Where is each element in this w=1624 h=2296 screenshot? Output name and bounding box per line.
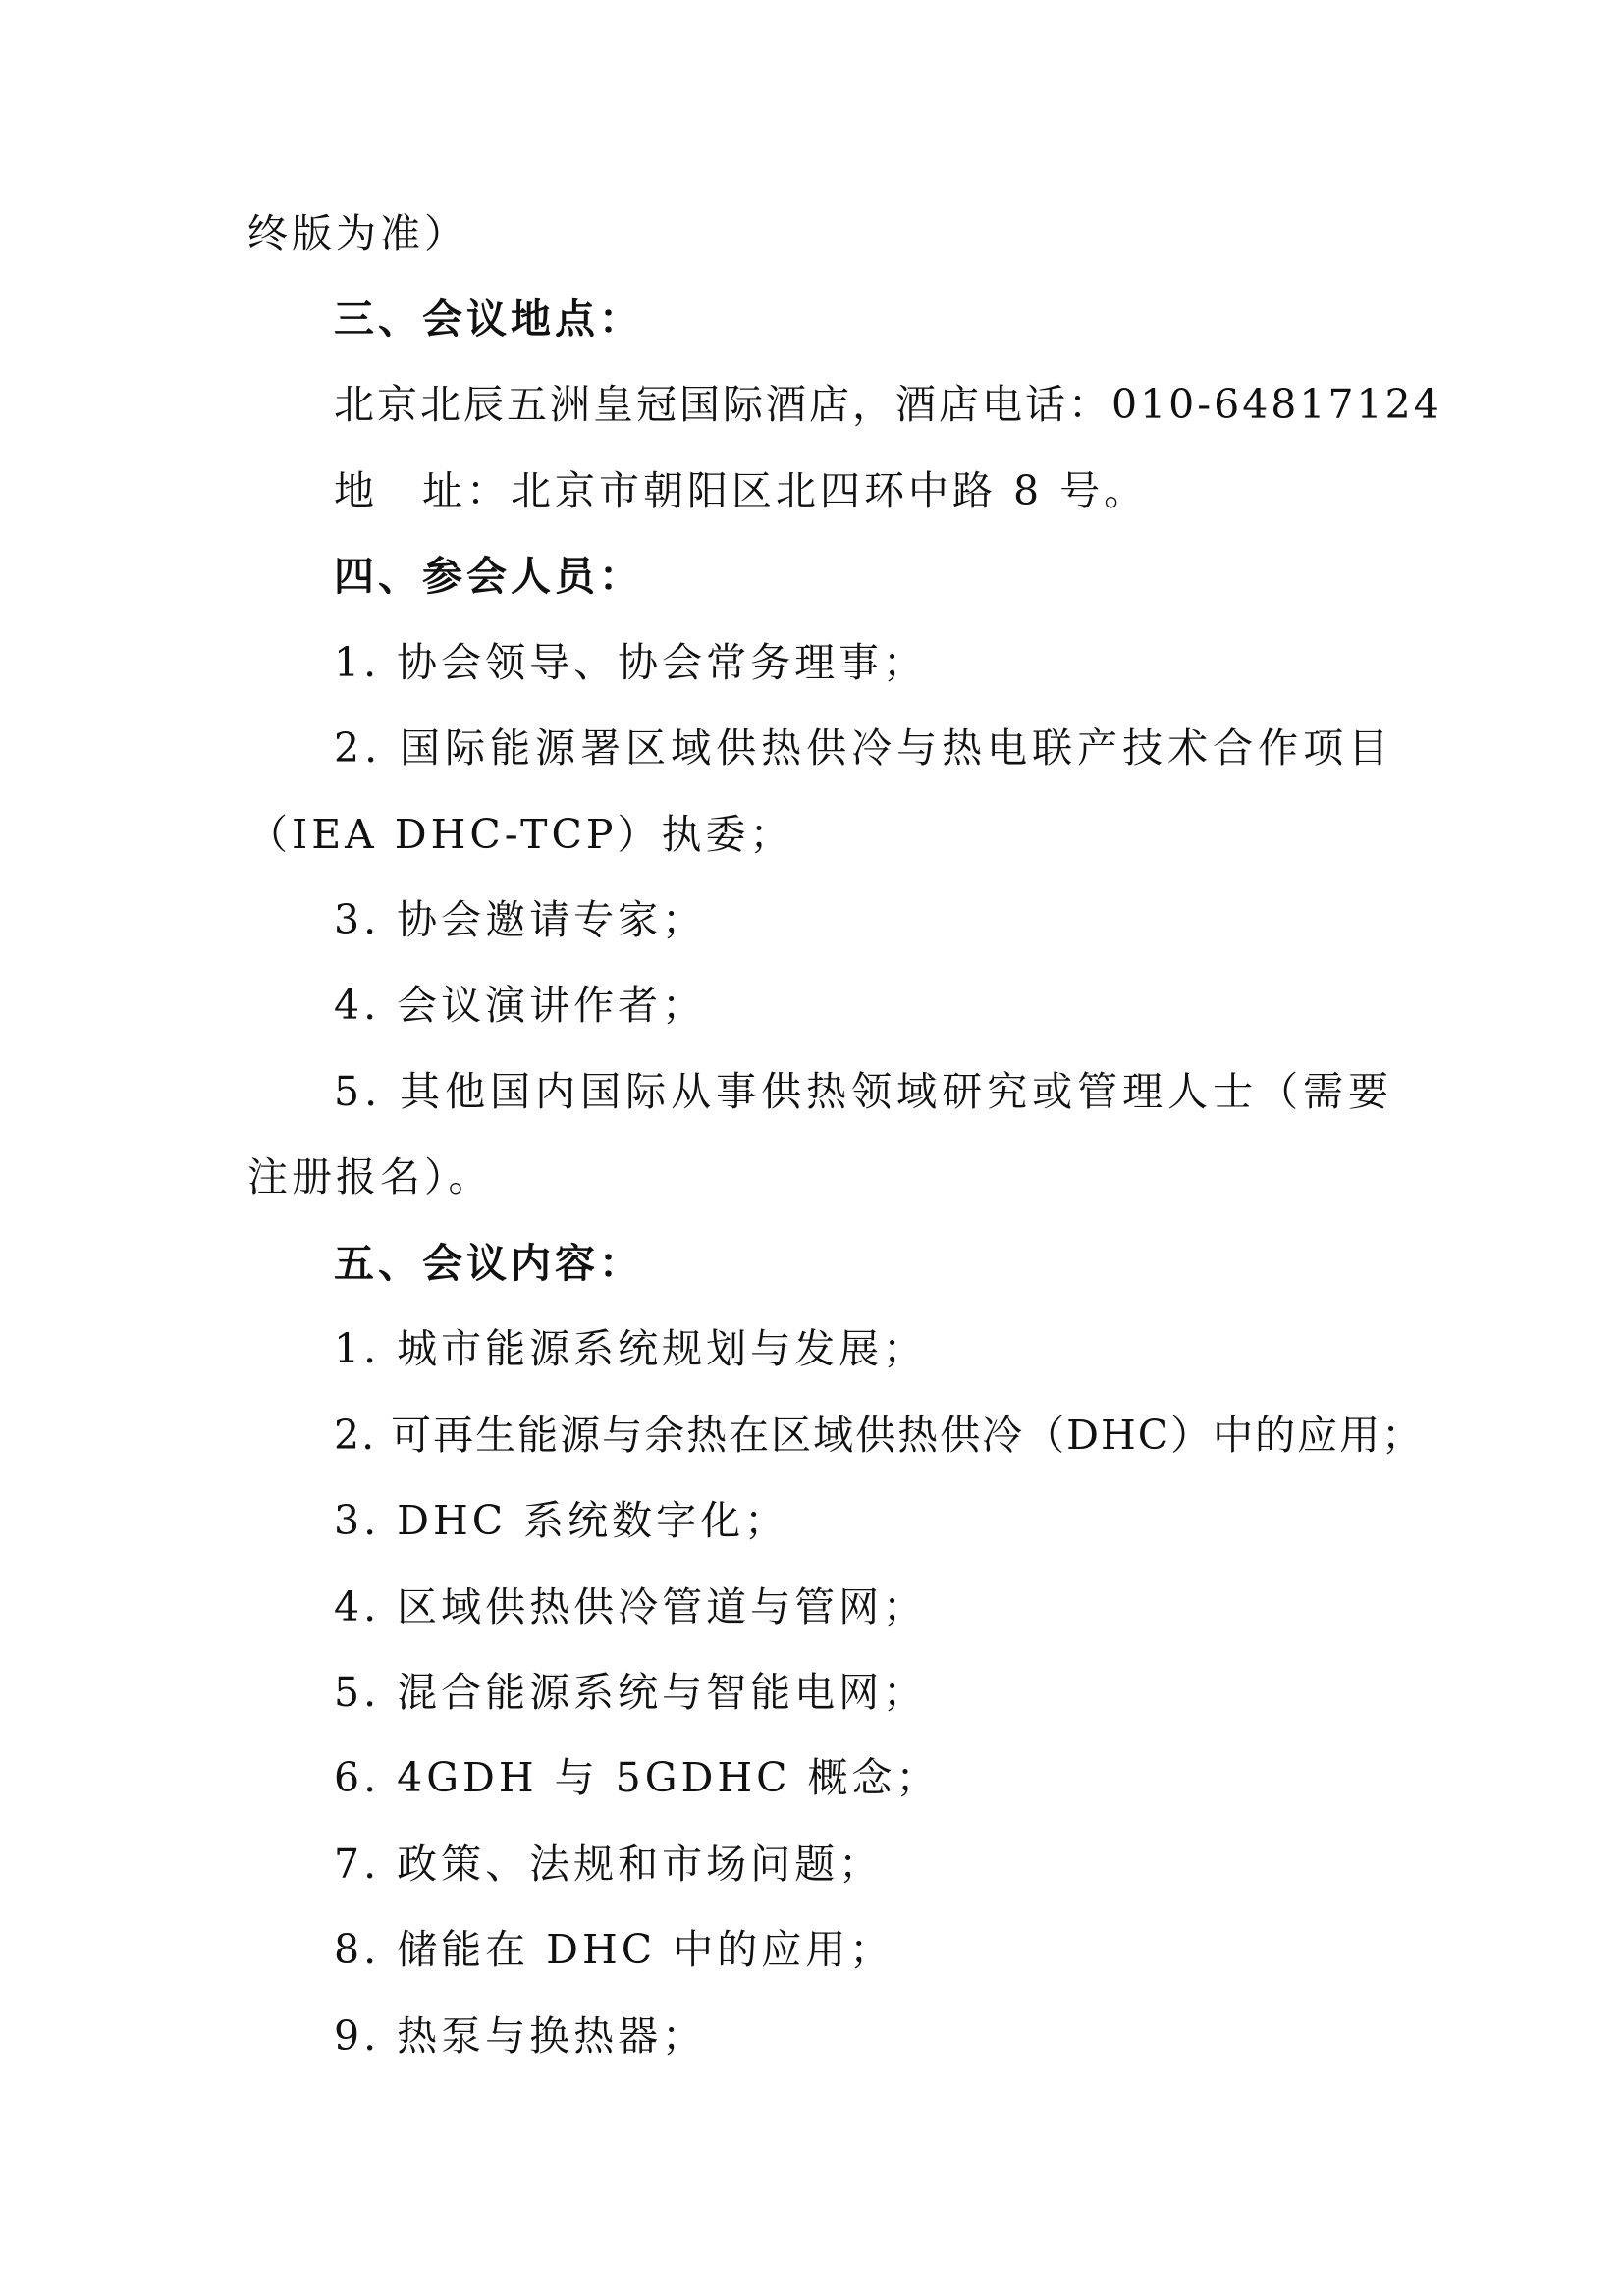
section-heading-attendees: 四、参会人员： (334, 553, 643, 600)
address-label: 地 址： (334, 467, 511, 514)
address-text: 北京市朝阳区北四环中路 8 号。 (511, 467, 1149, 514)
attendee-item-4: 4. 会议演讲作者； (334, 982, 707, 1029)
content-item-2: 2. 可再生能源与余热在区域供热供冷（DHC）中的应用； (334, 1412, 1425, 1459)
attendee-item-2: 2. 国际能源署区域供热供冷与热电联产技术合作项目 (334, 724, 1394, 772)
content-item-3: 3. DHC 系统数字化； (334, 1497, 789, 1544)
attendee-item-5: 5. 其他国内国际从事供热领域研究或管理人士（需要 (334, 1068, 1394, 1115)
attendee-item-2-continuation: （IEA DHC-TCP）执委； (247, 811, 794, 858)
attendee-item-5-continuation: 注册报名）。 (247, 1153, 493, 1201)
venue-hotel-line: 北京北辰五洲皇冠国际酒店，酒店电话：010-64817124 (334, 381, 1442, 428)
content-item-5: 5. 混合能源系统与智能电网； (334, 1669, 928, 1716)
venue-address-line (334, 461, 1148, 520)
content-item-4: 4. 区域供热供冷管道与管网； (334, 1583, 928, 1630)
content-item-1: 1. 城市能源系统规划与发展； (334, 1325, 928, 1372)
attendee-item-1: 1. 协会领导、协会常务理事； (334, 639, 928, 686)
attendee-item-3: 3. 协会邀请专家； (334, 896, 707, 943)
content-item-8: 8. 储能在 DHC 中的应用； (334, 1926, 894, 1973)
section-heading-content: 五、会议内容： (334, 1240, 643, 1287)
content-item-7: 7. 政策、法规和市场问题； (334, 1841, 884, 1888)
text-line-continuation: 终版为准） (247, 210, 468, 257)
content-item-9: 9. 热泵与换热器； (334, 2012, 707, 2059)
content-item-6: 6. 4GDH 与 5GDHC 概念； (334, 1754, 941, 1801)
section-heading-venue: 三、会议地点： (334, 295, 643, 343)
